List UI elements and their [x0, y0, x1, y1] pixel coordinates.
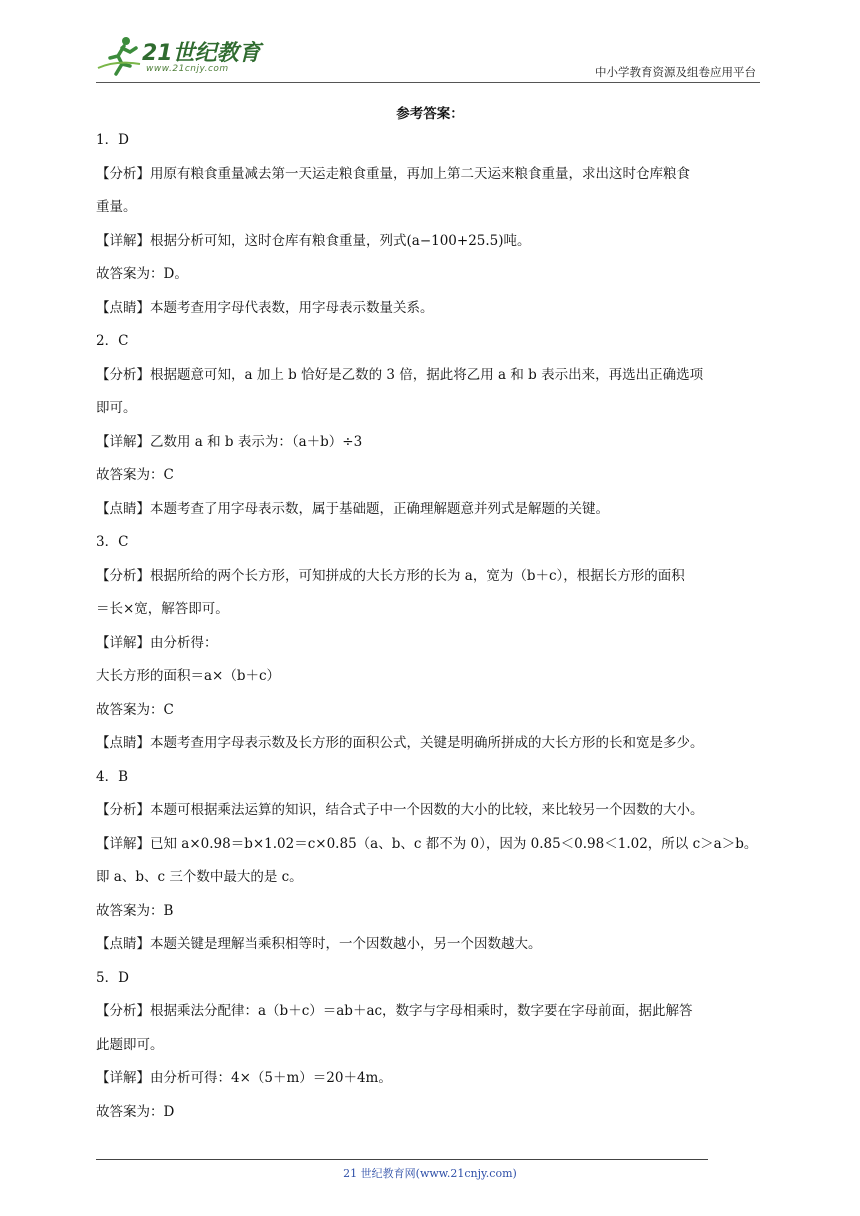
text-line: 即 a、b、c 三个数中最大的是 c。: [96, 869, 303, 885]
text-line: 【详解】由分析可得：4×（5＋m）＝20＋4m。: [96, 1070, 392, 1086]
page-header: [96, 34, 760, 84]
footer-divider: [96, 1159, 708, 1160]
page-footer: 21 世纪教育网(www.21cnjy.com): [343, 1167, 517, 1180]
answer-content: [96, 124, 764, 1129]
text-line: 即可。: [96, 400, 137, 416]
text-line: ＝长×宽，解答即可。: [96, 601, 229, 617]
logo-url: www.21cnjy.com: [146, 64, 229, 74]
text-line: 【分析】本题可根据乘法运算的知识，结合式子中一个因数的大小的比较，来比较另一个因数的大小。: [96, 802, 704, 818]
text-line: 【点睛】本题考查用字母代表数，用字母表示数量关系。: [96, 299, 434, 316]
page-title: 参考答案：: [396, 106, 464, 122]
text-line: 【分析】根据乘法分配律：a（b＋c）＝ab＋ac，数字与字母相乘时，数字要在字母前面，据此解答: [96, 1003, 693, 1019]
text-line: 【点睛】本题考查了用字母表示数，属于基础题，正确理解题意并列式是解题的关键。: [96, 500, 609, 517]
text-line: 故答案为：D。: [96, 266, 188, 282]
text-line: 4．B: [96, 768, 129, 785]
header-divider: [96, 82, 760, 83]
text-line: 故答案为：C: [96, 467, 174, 483]
text-line: 【点睛】本题考查用字母表示数及长方形的面积公式，关键是明确所拼成的大长方形的长和宽是多少。: [96, 735, 704, 751]
text-line: 重量。: [96, 199, 137, 215]
text-line: 故答案为：D: [96, 1103, 175, 1120]
text-line: 【详解】乙数用 a 和 b 表示为：（a＋b）÷3: [96, 433, 363, 450]
text-line: 【详解】由分析得：: [96, 634, 218, 651]
text-line: 5．D: [96, 969, 129, 986]
platform-name: 中小学教育资源及组卷应用平台: [595, 65, 756, 79]
text-line: 故答案为：B: [96, 902, 174, 919]
text-line: 【详解】根据分析可知，这时仓库有粮食重量，列式(a−100+25.5)吨。: [96, 232, 531, 249]
runner-logo-icon: [96, 34, 146, 78]
text-line: 【分析】根据所给的两个长方形，可知拼成的大长方形的长为 a，宽为（b＋c），根据长方形的面积: [96, 567, 685, 584]
text-line: 2．C: [96, 333, 129, 349]
site-logo: [96, 34, 266, 78]
text-line: 【分析】用原有粮食重量减去第一天运走粮食重量，再加上第二天运来粮食重量，求出这时仓库粮食: [96, 165, 690, 182]
text-line: 【详解】已知 a×0.98＝b×1.02＝c×0.85（a、b、c 都不为 0），因为 0.85＜0.98＜1.02，所以 c＞a＞b。: [96, 835, 758, 852]
text-line: 此题即可。: [96, 1036, 164, 1053]
text-line: 故答案为：C: [96, 701, 174, 718]
logo-text: 21世纪教育: [142, 41, 261, 66]
text-line: 3．C: [96, 534, 129, 550]
text-line: 【点睛】本题关键是理解当乘积相等时，一个因数越小，另一个因数越大。: [96, 936, 542, 952]
text-line: 【分析】根据题意可知，a 加上 b 恰好是乙数的 3 倍，据此将乙用 a 和 b 表示出来，再选出正确选项: [96, 366, 704, 383]
text-line: 1．D: [96, 132, 129, 148]
text-line: 大长方形的面积＝a×（b＋c）: [96, 668, 281, 684]
